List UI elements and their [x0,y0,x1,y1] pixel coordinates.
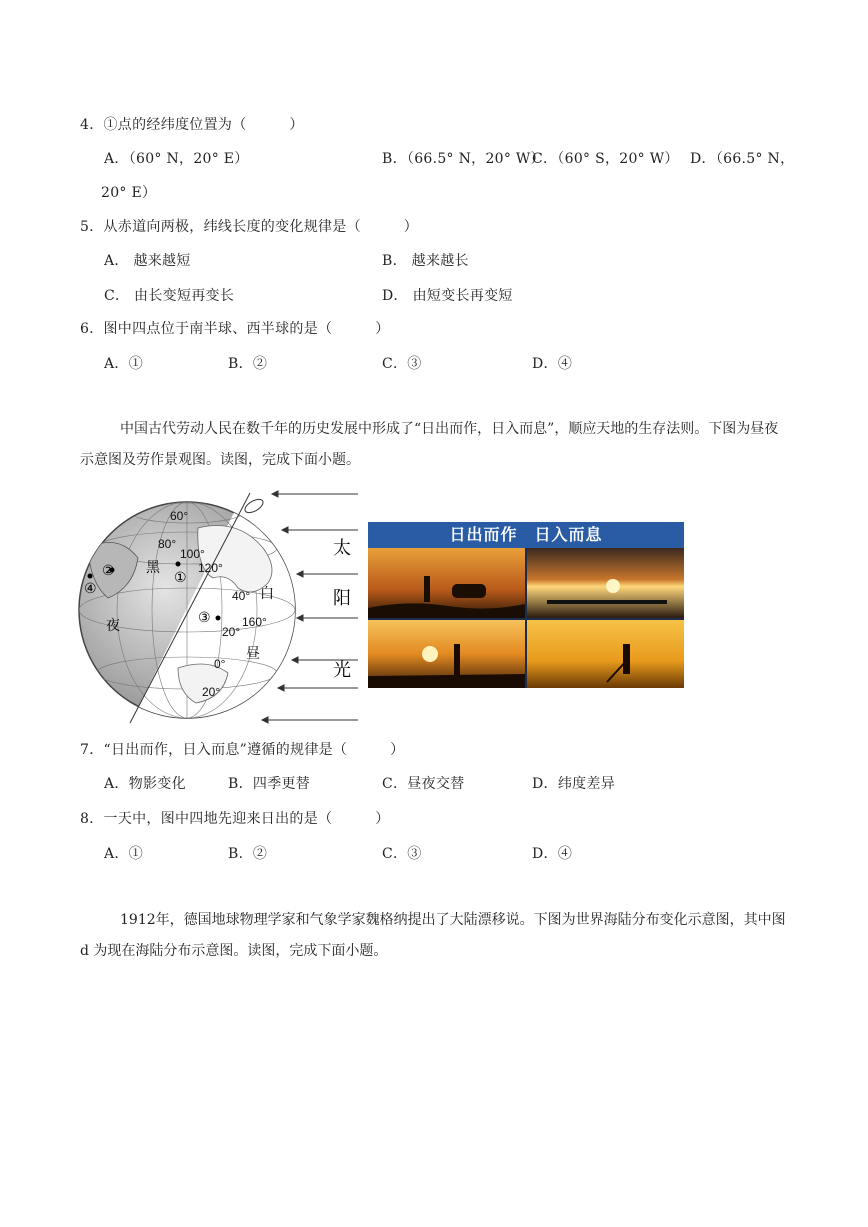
label-lat60: 60° [170,509,189,523]
label-lat0: 0° [214,657,226,671]
q7-stem: 7．“日出而作，日入而息”遵循的规律是（ ） [80,742,405,758]
photo-sunset-bridge [527,548,684,618]
q4-option-d-continued: 20° E） [101,185,157,201]
label-lat20: 20° [222,625,241,639]
labor-photo-collage [368,522,684,688]
q7-option-d: D．纬度差异 [532,776,616,792]
label-point-2: ② [102,563,115,579]
q4-stem: 4．①点的经纬度位置为（ ） [80,117,304,133]
q7-option-a: A．物影变化 [104,776,186,792]
photo-farmer-ox [368,548,525,618]
q8-option-d: D．④ [532,846,573,862]
q7-option-c: C．昼夜交替 [382,776,465,792]
point-1-dot [176,562,181,567]
label-bai: 白 [260,586,274,602]
q6-stem: 6．图中四点位于南半球、西半球的是（ ） [80,321,390,337]
q8-option-a: A．① [104,846,144,862]
q5-option-b: B． 越来越长 [382,253,469,269]
q6-option-a: A．① [104,356,144,372]
label-point-1: ① [174,570,187,586]
label-point-3: ③ [198,610,211,626]
passage-day-night: 中国古代劳动人民在数千年的历史发展中形成了“日出而作，日入而息”，顺应天地的生存法则。下图为昼夜示意图及劳作景观图。读图，完成下面小题。 [80,421,779,468]
label-point-4: ④ [84,581,97,597]
label-zhou: 昼 [246,646,260,662]
q6-option-b: B．② [228,356,268,372]
label-hei: 黑 [146,560,160,576]
q5-option-a: A． 越来越短 [104,253,191,269]
sun-label-3: 光 [333,660,351,681]
label-lon160: 160° [242,615,267,629]
photo-title: 日出而作 日入而息 [368,522,684,548]
q8-option-c: C．③ [382,846,422,862]
day-night-globe-diagram [78,488,368,728]
photo-harvest [368,620,525,688]
q6-option-c: C．③ [382,356,422,372]
q5-option-c: C． 由长变短再变长 [104,288,235,304]
q4-option-c: C．（60° S，20° W） [532,151,679,167]
label-lat40: 40° [232,589,251,603]
q8-option-b: B．② [228,846,268,862]
label-ye: 夜 [106,618,120,634]
sun-label-1: 太 [333,538,351,559]
q5-stem: 5．从赤道向两极，纬线长度的变化规律是（ ） [80,219,419,235]
q8-stem: 8．一天中，图中四地先迎来日出的是（ ） [80,811,390,827]
q4-option-b: B．（66.5° N，20° W） [382,151,545,167]
sun-label-2: 阳 [333,588,351,609]
q5-option-d: D． 由短变长再变短 [382,288,513,304]
label-lon100: 100° [180,547,205,561]
label-lat80: 80° [158,537,177,551]
q7-option-b: B．四季更替 [228,776,311,792]
point-4-dot [88,574,93,579]
q4-option-d: D．（66.5° N， [690,151,795,167]
q4-option-a: A．（60° N，20° E） [104,151,249,167]
label-lon120: 120° [198,561,223,575]
q6-option-d: D．④ [532,356,573,372]
label-lat20-south: 20° [202,685,221,699]
photo-farmer-hoe [527,620,684,688]
point-3-dot [216,616,221,621]
passage-continental-drift: 1912年，德国地球物理学家和气象学家魏格纳提出了大陆漂移说。下图为世界海陆分布变化示意图，其中图 d 为现在海陆分布示意图。读图，完成下面小题。 [80,912,786,959]
